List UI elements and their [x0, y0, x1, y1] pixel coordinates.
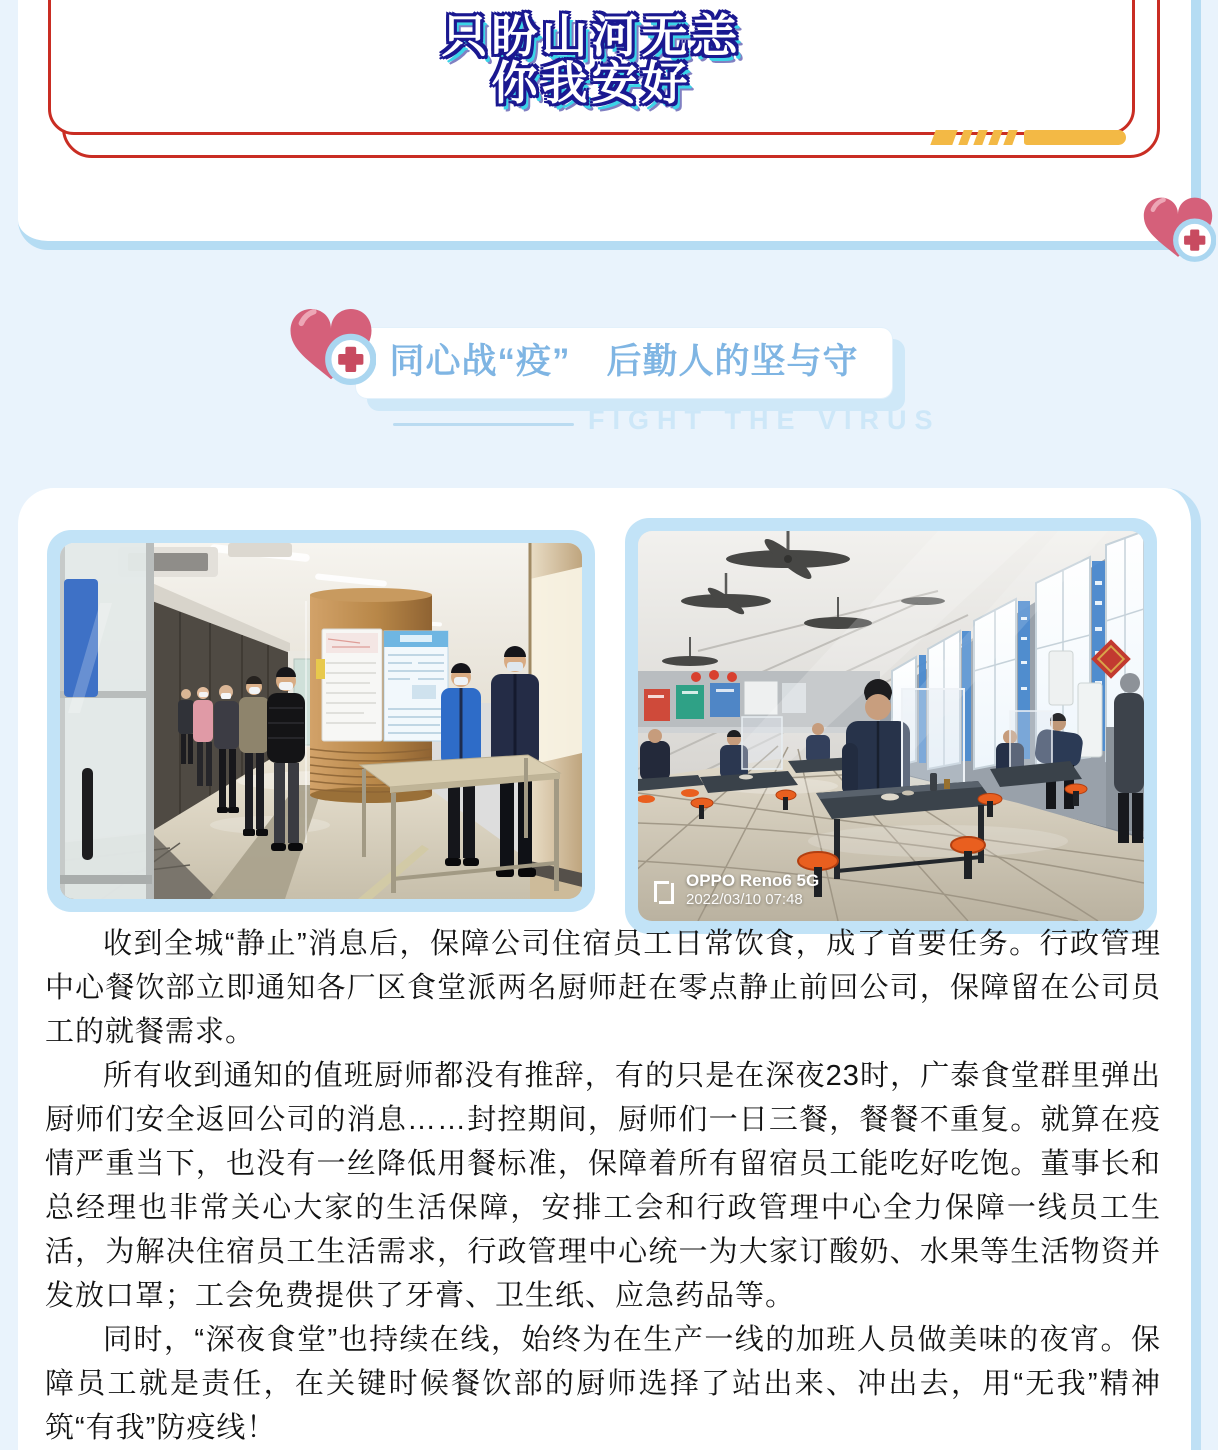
yellow-block — [930, 130, 957, 145]
article-body — [45, 922, 1161, 1450]
article-paragraph-2: 所有收到通知的值班厨师都没有推辞，有的只是在深夜23时，广泰食堂群里弹出厨师们安全返回公司的消息……封控期间，厨师们一日三餐，餐餐不重复。就算在疫情严重当下，也没有一丝降低用餐标准，保障着所有留宿员工能吃好吃饱。董事长和总经理也非常关心大家的生活保障，安排工会和行政管理中心全力保障一线员工生活，为解决住宿员工生活需求，行政管理中心统一为大家订酸奶、水果等生活物资并发放口罩；工会免费提供了牙膏、卫生纸、应急药品等。 — [45, 1060, 1161, 1312]
hero-title-line1: 只盼山河无恙 — [441, 10, 742, 62]
yellow-slash — [973, 130, 987, 145]
yellow-slash — [988, 130, 1002, 145]
heart-cross-icon — [1140, 190, 1216, 266]
hero-title — [51, 0, 1132, 107]
hallway-photo[interactable] — [47, 530, 595, 912]
oppo-frame-icon — [654, 877, 676, 904]
watermark-device: OPPO Reno6 5G — [686, 871, 820, 890]
section-subtitle: FIGHT THE VIRUS — [588, 405, 941, 435]
article-paragraph-3: 同时，“深夜食堂”也持续在线，始终为在生产一线的加班人员做美味的夜宵。保障员工就是责任，在关键时候餐饮部的厨师选择了站出来、冲出去，用“无我”精神筑“有我”防疫线！ — [45, 1324, 1161, 1444]
section-title: 同心战“疫” 后勤人的坚与守 — [389, 342, 859, 381]
yellow-slash — [958, 130, 972, 145]
yellow-dashes-decor — [933, 130, 1126, 145]
heart-cross-icon — [286, 300, 376, 390]
hero-card — [18, 0, 1201, 250]
section-title-banner — [355, 327, 893, 399]
watermark-datetime: 2022/03/10 07:48 — [686, 891, 803, 908]
hero-title-line2: 你我安好 — [491, 57, 692, 109]
yellow-bar — [1024, 130, 1126, 145]
article-paragraph-1: 收到全城“静止”消息后，保障公司住宿员工日常饮食，成了首要任务。行政管理中心餐饮部立即通知各厂区食堂派两名厨师赶在零点静止前回公司，保障留在公司员工的就餐需求。 — [45, 928, 1161, 1048]
photo-watermark — [654, 871, 819, 909]
yellow-slash — [1003, 130, 1017, 145]
subtitle-divider-line — [393, 423, 574, 426]
cafeteria-photo-image — [638, 531, 1144, 921]
cafeteria-photo[interactable] — [625, 518, 1157, 934]
hallway-photo-image — [60, 543, 582, 899]
hero-red-frame-inner — [48, 0, 1135, 135]
